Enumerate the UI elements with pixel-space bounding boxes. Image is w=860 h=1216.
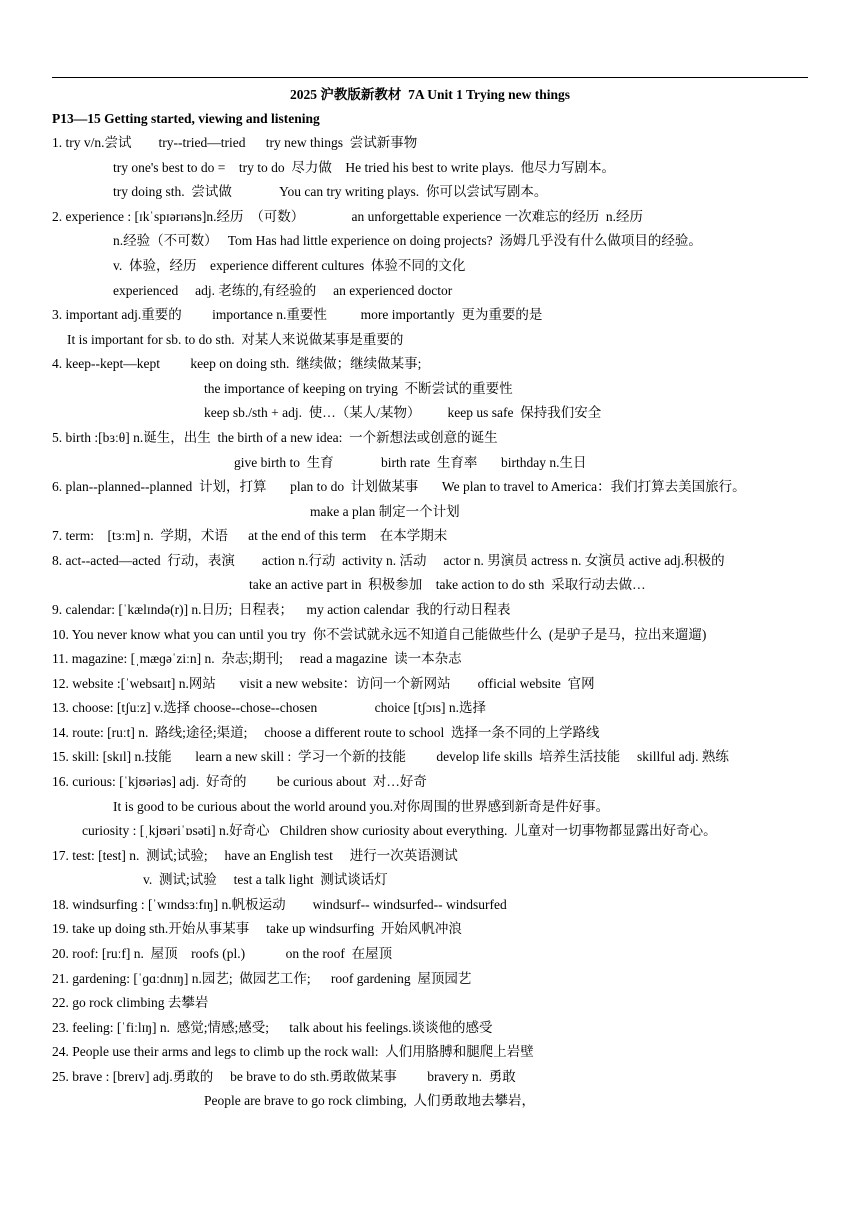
- vocab-line: experienced adj. 老练的,有经验的 an experienced doctor: [113, 283, 453, 298]
- vocab-line: 2. experience : [ɪkˈspɪərɪəns]n.经历 （可数） an unforgettable experience 一次难忘的经历 n.经历: [52, 209, 643, 224]
- header-rule: [52, 77, 808, 78]
- vocab-line: v. 体验，经历 experience different cultures 体验不同的文化: [113, 258, 466, 273]
- vocab-line: give birth to 生育 birth rate 生育率 birthday n.生日: [234, 455, 587, 470]
- vocab-line: keep sb./sth + adj. 使…（某人/某物） keep us safe 保持我们安全: [204, 405, 602, 420]
- vocab-line: 9. calendar: [ˈkælɪndə(r)] n.日历; 日程表； my action calendar 我的行动日程表: [52, 602, 511, 617]
- vocab-line: 22. go rock climbing 去攀岩: [52, 995, 209, 1010]
- vocab-line: 1. try v/n.尝试 try--tried—tried try new things 尝试新事物: [52, 135, 418, 150]
- vocab-line: 6. plan--planned--planned 计划，打算 plan to do 计划做某事 We plan to travel to America：我们打算去美国旅行。: [52, 479, 746, 494]
- vocab-line: 14. route: [ruːt] n. 路线;途径;渠道; choose a different route to school 选择一条不同的上学路线: [52, 725, 600, 740]
- vocab-line: 16. curious: [ˈkjʊəriəs] adj. 好奇的 be curious about 对…好奇: [52, 774, 427, 789]
- vocab-line: It is good to be curious about the world around you.对你周围的世界感到新奇是件好事。: [113, 799, 610, 814]
- vocab-line: try one's best to do = try to do 尽力做 He tried his best to write plays. 他尽力写剧本。: [113, 160, 615, 175]
- vocab-line: It is important for sb. to do sth. 对某人来说做某事是重要的: [67, 332, 404, 347]
- vocab-line: 11. magazine: [ˌmæɡəˈziːn] n. 杂志;期刊; read a magazine 读一本杂志: [52, 651, 462, 666]
- vocab-line: 20. roof: [ruːf] n. 屋顶 roofs (pl.) on the roof 在屋顶: [52, 946, 393, 961]
- vocab-line: 10. You never know what you can until you try 你不尝试就永远不知道自己能做些什么 (是驴子是马，拉出来遛遛): [52, 627, 707, 642]
- vocab-line: 5. birth :[bɜːθ] n.诞生，出生 the birth of a new idea: 一个新想法或创意的诞生: [52, 430, 498, 445]
- vocab-line: People are brave to go rock climbing, 人们勇敢地去攀岩，: [204, 1093, 536, 1108]
- vocab-line: 25. brave : [breɪv] adj.勇敢的 be brave to do sth.勇敢做某事 bravery n. 勇敢: [52, 1069, 516, 1084]
- vocab-line: the importance of keeping on trying 不断尝试的重要性: [204, 381, 513, 396]
- vocab-line: 19. take up doing sth.开始从事某事 take up windsurfing 开始风帆冲浪: [52, 921, 462, 936]
- vocab-line: make a plan 制定一个计划: [310, 504, 460, 519]
- vocab-line: 7. term: [tɜːm] n. 学期，术语 at the end of this term 在本学期末: [52, 528, 448, 543]
- document-title: 2025 沪教版新教材 7A Unit 1 Trying new things: [289, 87, 571, 102]
- vocab-line: take an active part in 积极参加 take action to do sth 采取行动去做…: [249, 577, 646, 592]
- section-heading: P13—15 Getting started, viewing and listening: [52, 111, 320, 126]
- vocab-line: 24. People use their arms and legs to climb up the rock wall: 人们用胳膊和腿爬上岩壁: [52, 1044, 534, 1059]
- vocab-line: 21. gardening: [ˈɡɑːdnɪŋ] n.园艺; 做园艺工作; roof gardening 屋顶园艺: [52, 971, 472, 986]
- vocab-line: n.经验（不可数） Tom Has had little experience on doing projects? 汤姆几乎没有什么做项目的经验。: [113, 233, 702, 248]
- vocab-line: try doing sth. 尝试做 You can try writing plays. 你可以尝试写剧本。: [113, 184, 548, 199]
- vocab-line: v. 测试;试验 test a talk light 测试谈话灯: [143, 872, 388, 887]
- vocab-line: 23. feeling: [ˈfiːlɪŋ] n. 感觉;情感;感受; talk about his feelings.谈谈他的感受: [52, 1020, 493, 1035]
- vocab-line: 17. test: [test] n. 测试;试验; have an English test 进行一次英语测试: [52, 848, 458, 863]
- vocab-line: 3. important adj.重要的 importance n.重要性 more importantly 更为重要的是: [52, 307, 543, 322]
- vocab-line: 12. website :[ˈwebsaɪt] n.网站 visit a new website：访问一个新网站 official website 官网: [52, 676, 595, 691]
- vocab-line: 15. skill: [skɪl] n.技能 learn a new skill : 学习一个新的技能 develop life skills 培养生活技能 skillful adj. 熟练: [52, 749, 729, 764]
- vocab-line: 13. choose: [tʃuːz] v.选择 choose--chose--chosen choice [tʃɔɪs] n.选择: [52, 700, 486, 715]
- vocab-line: 4. keep--kept—kept keep on doing sth. 继续做；继续做某事;: [52, 356, 422, 371]
- vocab-line: 8. act--acted—acted 行动，表演 action n.行动 activity n. 活动 actor n. 男演员 actress n. 女演员 active adj.积极的: [52, 553, 725, 568]
- vocab-line: 18. windsurfing : [ˈwɪndsɜːfɪŋ] n.帆板运动 windsurf-- windsurfed-- windsurfed: [52, 897, 507, 912]
- vocab-line: curiosity : [ˌkjʊəriˈɒsəti] n.好奇心 Children show curiosity about everything. 儿童对一切事物都显露出好奇心。: [82, 823, 717, 838]
